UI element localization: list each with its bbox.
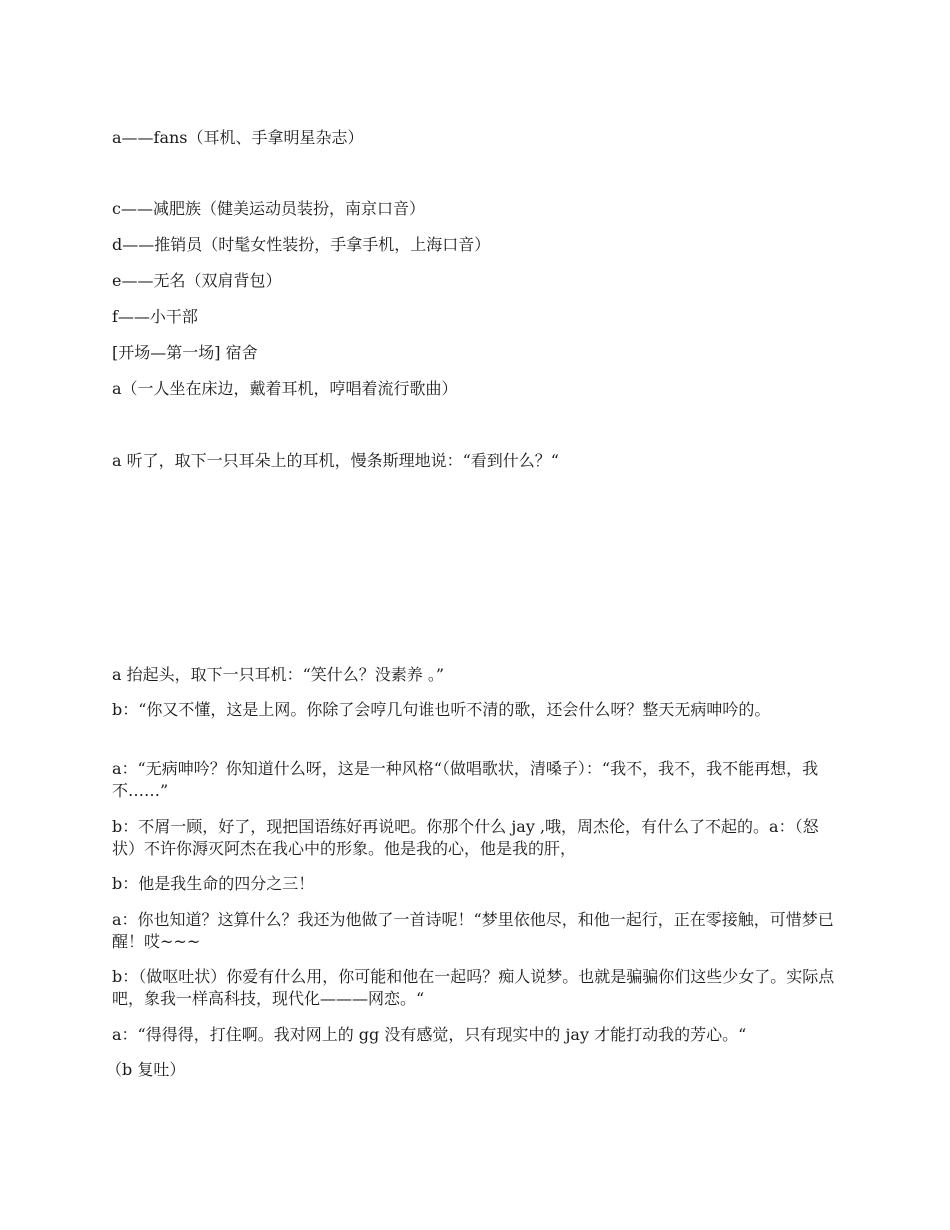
- cast-line-a: a——fans（耳机、手拿明星杂志）: [112, 128, 364, 147]
- dialogue-line: a 抬起头，取下一只耳机：“笑什么？没素养 。”: [112, 665, 445, 684]
- dialogue-line: b：（做呕吐状）你爱有什么用，你可能和他在一起吗？痴人说梦。也就是骗骗你们这些少女了。实际点吧，象我一样高科技，现代化———网恋。“: [112, 967, 835, 1008]
- cast-line-e: e——无名（双肩背包）: [112, 271, 282, 290]
- dialogue-line: b：他是我生命的四分之三！: [112, 874, 315, 893]
- cast-line-c: c——减肥族（健美运动员装扮，南京口音）: [112, 199, 425, 218]
- dialogue-line: a 听了，取下一只耳朵上的耳机，慢条斯理地说：“看到什么？“: [112, 451, 559, 470]
- dialogue-line: a：“得得得，打住啊。我对网上的 gg 没有感觉，只有现实中的 jay 才能打动我的芳心。“: [112, 1025, 747, 1044]
- dialogue-line: b：“你又不懂，这是上网。你除了会哼几句谁也听不清的歌，还会什么呀？整天无病呻吟的。: [112, 700, 771, 719]
- dialogue-line: b：不屑一顾，好了，现把国语练好再说吧。你那个什么 jay ,哦，周杰伦，有什么了不起的。a：（怒状）不许你溽灭阿杰在我心中的形象。他是我的心，他是我的肝，: [112, 817, 819, 858]
- dialogue-line: a：你也知道？这算什么？我还为他做了一首诗呢！“梦里依他尽，和他一起行，正在零接触，可惜梦已醒！哎~~~: [112, 910, 834, 951]
- cast-line-f: f——小干部: [112, 307, 198, 326]
- cast-line-d: d——推销员（时髦女性装扮，手拿手机，上海口音）: [112, 235, 491, 254]
- dialogue-line: a：“无病呻吟？你知道什么呀，这是一种风格“（做唱歌状，清嗓子）：“我不，我不，我不能再想，我不……”: [112, 759, 819, 800]
- stage-direction: a（一人坐在床边，戴着耳机，哼唱着流行歌曲）: [112, 379, 458, 398]
- stage-direction: （b 复吐）: [106, 1060, 186, 1079]
- scene-heading: [开场—第一场] 宿舍: [112, 343, 258, 362]
